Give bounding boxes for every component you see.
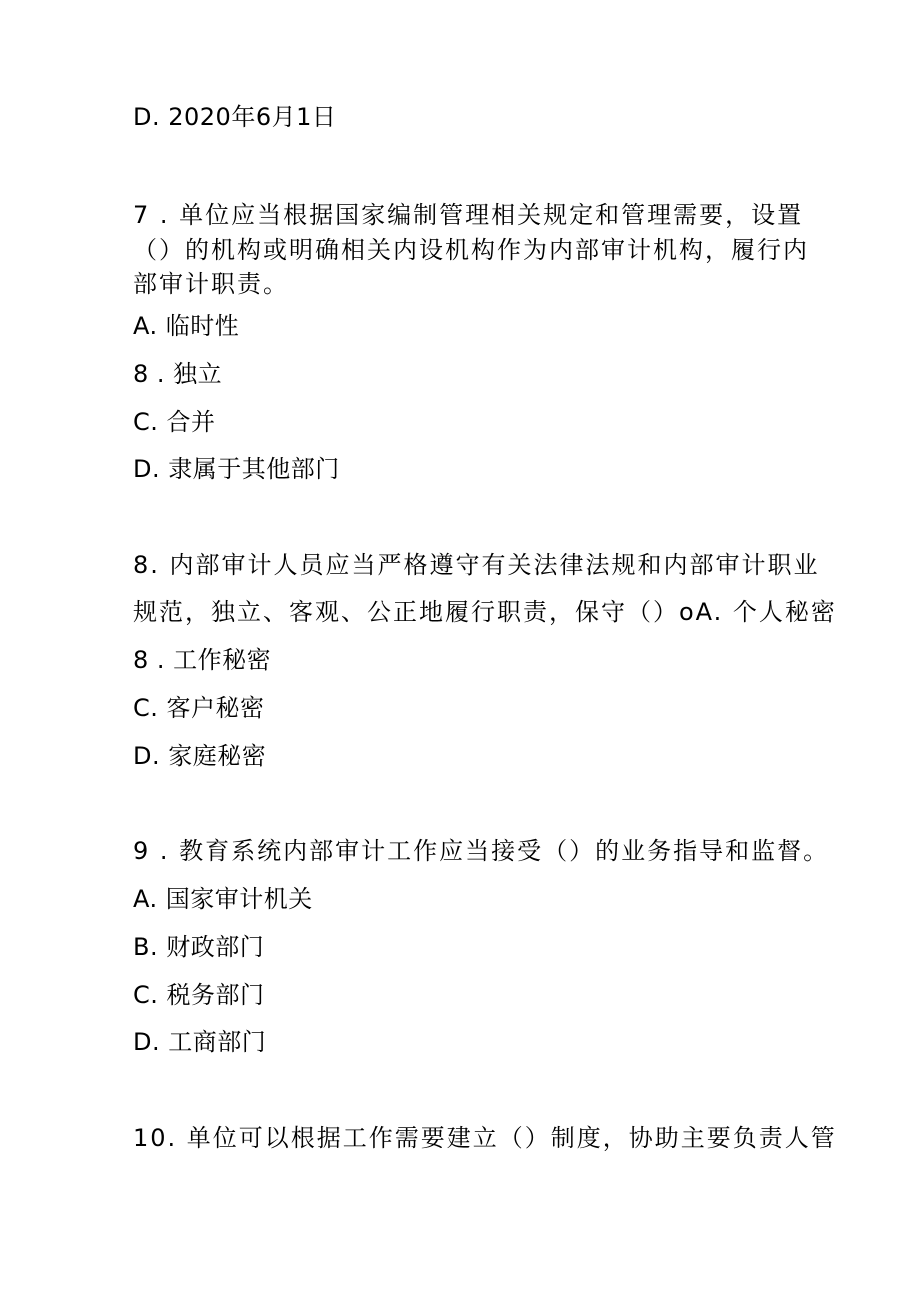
option-b-q8: 8 . 工作秘密 — [133, 646, 272, 674]
option-a-q7: A. 临时性 — [133, 312, 240, 340]
option-d-q9: D. 工商部门 — [133, 1028, 267, 1056]
option-c-q7: C. 合并 — [133, 408, 216, 436]
question-8-line-2: 规范，独立、客观、公正地履行职责，保守（）oA. 个人秘密 — [133, 598, 837, 626]
question-10-line-1: 10. 单位可以根据工作需要建立（）制度，协助主要负责人管 — [133, 1124, 837, 1152]
option-a-q9: A. 国家审计机关 — [133, 885, 313, 913]
question-7-line-3: 部审计职责。 — [133, 270, 289, 298]
question-7-line-1: 7 . 单位应当根据国家编制管理相关规定和管理需要，设置 — [133, 201, 804, 229]
option-c-q9: C. 税务部门 — [133, 981, 265, 1009]
option-b-q7: 8 . 独立 — [133, 360, 223, 388]
option-d-q6: D. 2020年6月1日 — [133, 103, 337, 131]
question-9: 9 . 教育系统内部审计工作应当接受（）的业务指导和监督。 — [133, 837, 830, 865]
option-d-q7: D. 隶属于其他部门 — [133, 455, 340, 483]
option-d-q8: D. 家庭秘密 — [133, 742, 267, 770]
question-8-line-1: 8. 内部审计人员应当严格遵守有关法律法规和内部审计职业 — [133, 551, 820, 579]
question-7-line-2: （）的机构或明确相关内设机构作为内部审计机构，履行内 — [133, 236, 809, 264]
option-c-q8: C. 客户秘密 — [133, 694, 265, 722]
option-b-q9: B. 财政部门 — [133, 933, 265, 961]
